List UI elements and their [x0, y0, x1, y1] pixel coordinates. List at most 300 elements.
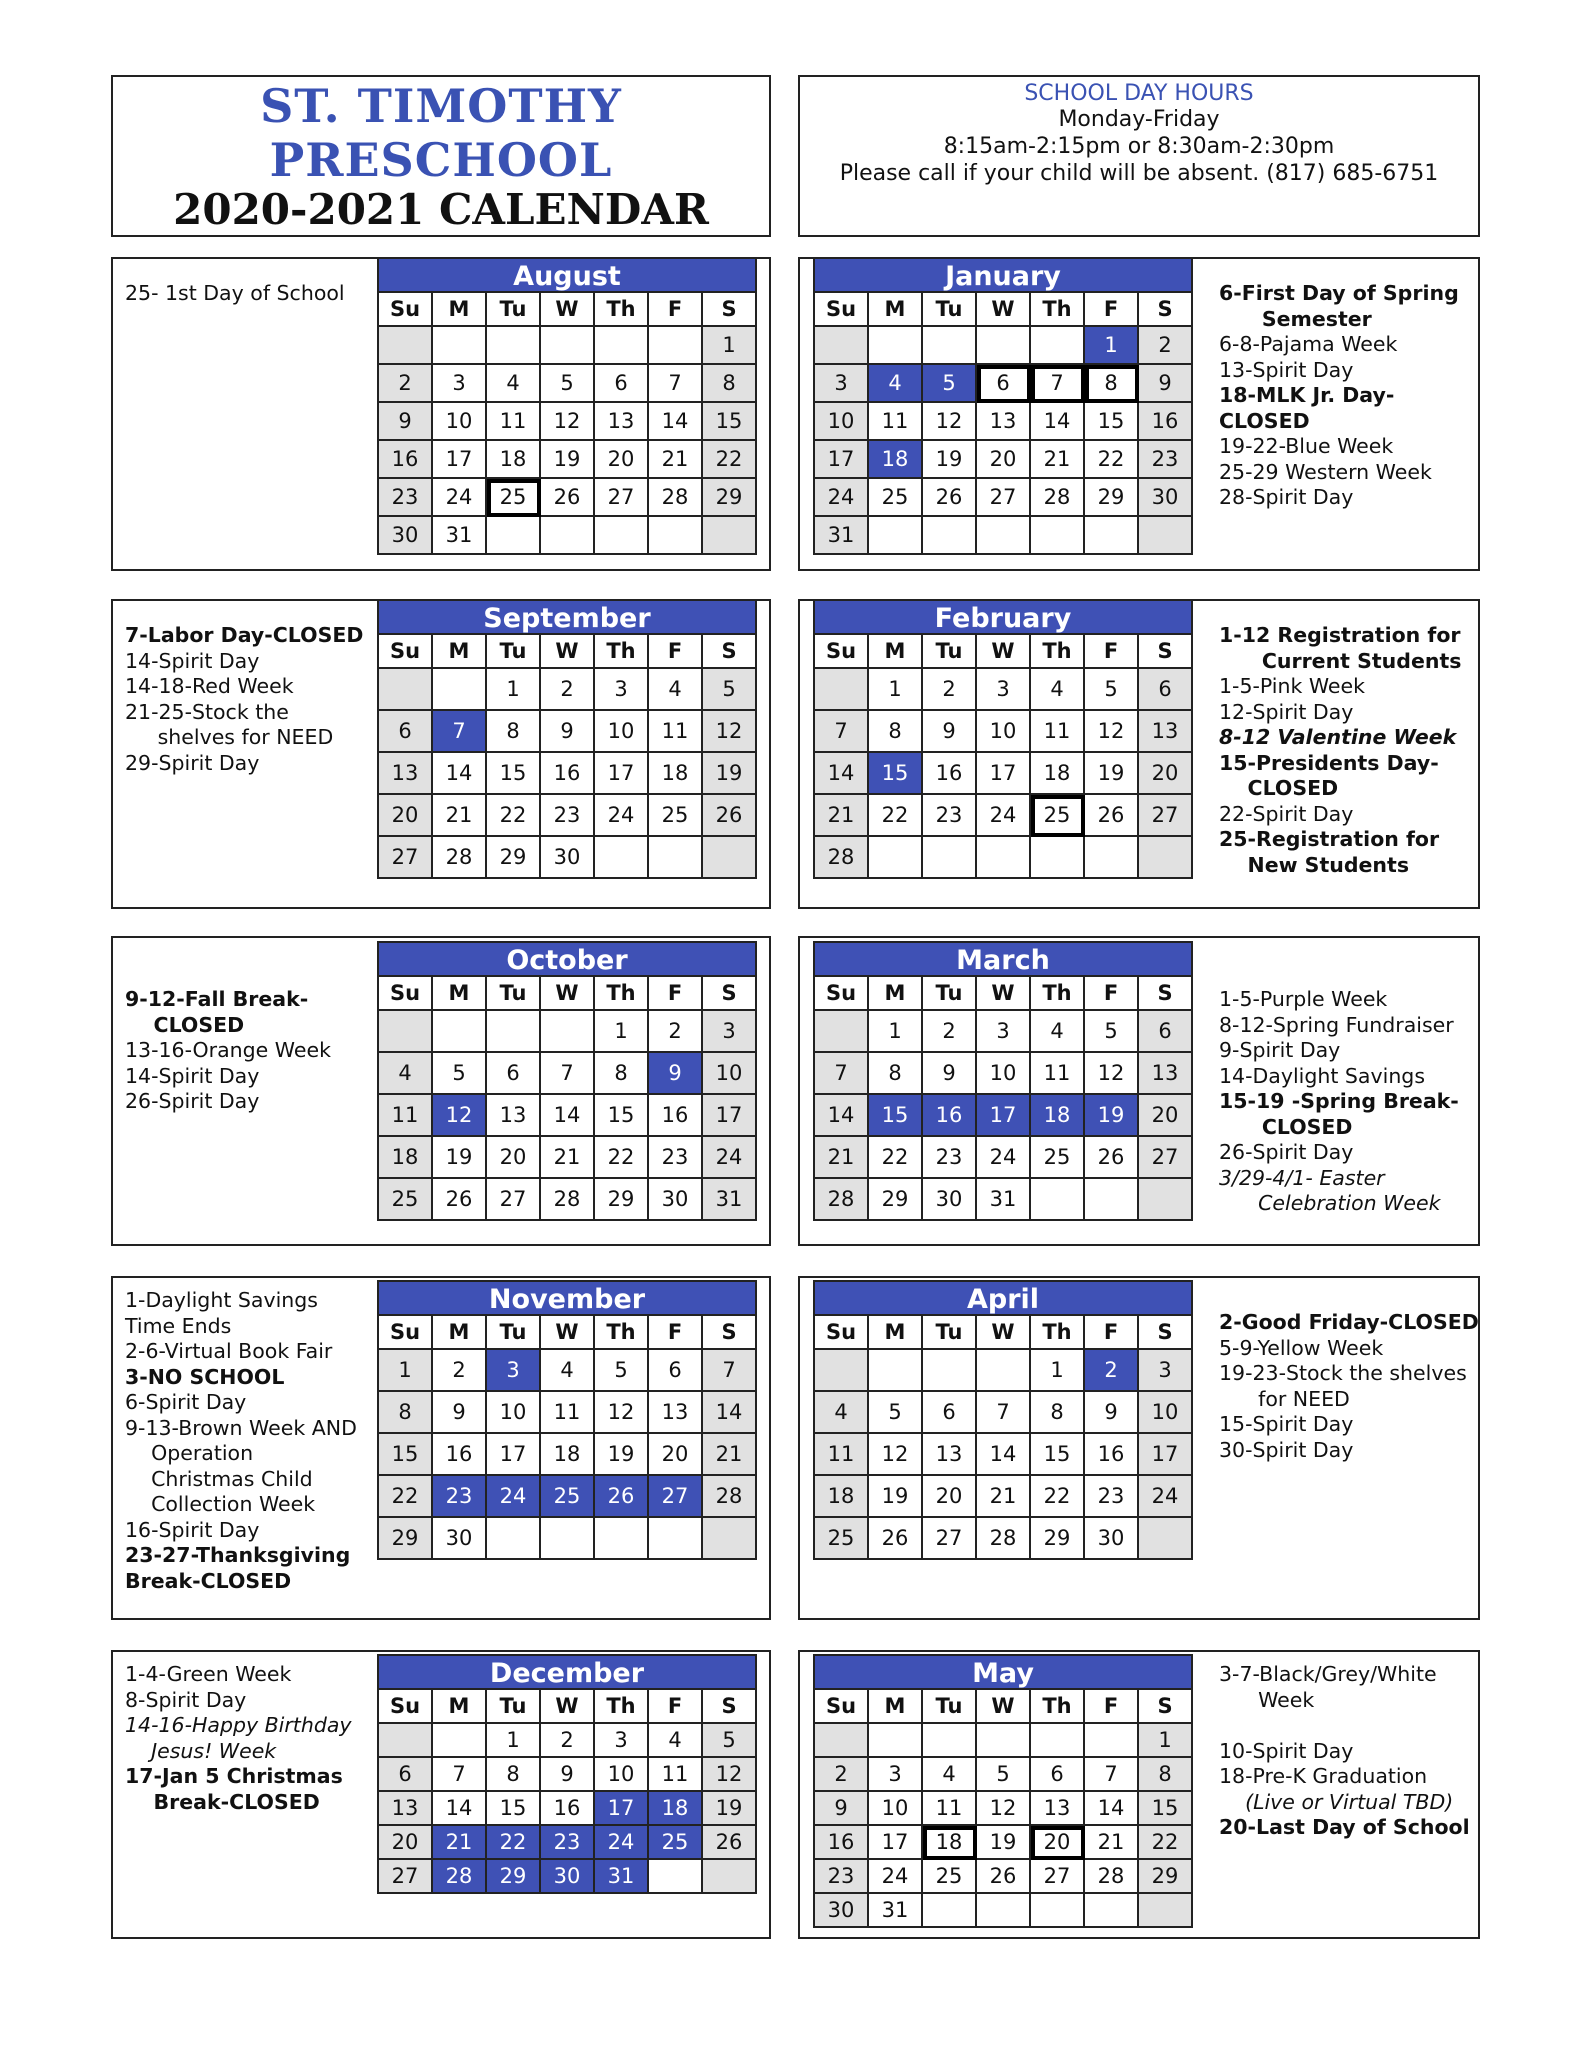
- week-row: [379, 1053, 757, 1095]
- day-cell: 20: [977, 441, 1031, 479]
- month-notes-may: [1219, 1662, 1469, 1841]
- note-line: (Live or Virtual TBD): [1219, 1789, 1454, 1814]
- day-cell: 27: [923, 1518, 977, 1560]
- day-cell: 11: [1031, 711, 1085, 753]
- day-cell: 11: [541, 1392, 595, 1434]
- empty-day-cell: [487, 1518, 541, 1560]
- note-line: 8-Spirit Day: [125, 1687, 247, 1712]
- week-row: [815, 1137, 1193, 1179]
- day-cell: 30: [815, 1894, 869, 1928]
- empty-day-cell: [379, 1011, 433, 1053]
- calendar-august: [377, 257, 757, 555]
- note-line: 15-19 -Spring Break-: [1219, 1089, 1459, 1113]
- day-cell: 5: [541, 365, 595, 403]
- day-cell: 11: [815, 1434, 869, 1476]
- day-cell: 25: [869, 479, 923, 517]
- weekday-label: W: [541, 635, 595, 669]
- day-cell: 21: [1031, 441, 1085, 479]
- day-cell: 2: [541, 1724, 595, 1758]
- day-cell: 3: [703, 1011, 757, 1053]
- month-name: January: [813, 257, 1193, 293]
- note-line: 6-8-Pajama Week: [1219, 332, 1398, 356]
- day-cell: 24: [595, 795, 649, 837]
- weekday-label: Su: [815, 1690, 869, 1724]
- day-cell: 3: [595, 669, 649, 711]
- day-cell: 17: [977, 753, 1031, 795]
- note-line: 15-Presidents Day-: [1219, 750, 1439, 775]
- day-cell: 15: [1085, 403, 1139, 441]
- day-cell: 19: [1085, 1095, 1139, 1137]
- day-cell: 25: [379, 1179, 433, 1221]
- note-line: Break-CLOSED: [125, 1568, 292, 1593]
- week-row: [815, 1826, 1193, 1860]
- note-line: 19-23-Stock the shelves: [1219, 1361, 1467, 1385]
- weekday-row: [815, 1316, 1193, 1350]
- weekday-label: M: [869, 293, 923, 327]
- note-line: [1219, 1713, 1469, 1739]
- title-box: [111, 75, 771, 237]
- day-cell: 23: [815, 1860, 869, 1894]
- note-line: Semester: [1219, 306, 1372, 331]
- day-cell: 21: [541, 1137, 595, 1179]
- note-line: CLOSED: [1219, 408, 1310, 433]
- month-notes-january: [1219, 281, 1469, 511]
- day-cell: 24: [595, 1826, 649, 1860]
- weekday-label: Su: [379, 1316, 433, 1350]
- day-cell: 29: [703, 479, 757, 517]
- day-cell: 16: [923, 1095, 977, 1137]
- day-cell: 8: [1085, 365, 1139, 403]
- day-cell: 30: [1139, 479, 1193, 517]
- empty-day-cell: [595, 327, 649, 365]
- day-cell: 10: [433, 403, 487, 441]
- week-row: [379, 1758, 757, 1792]
- weekday-label: Su: [815, 1316, 869, 1350]
- day-cell: 19: [703, 753, 757, 795]
- day-cell: 26: [923, 479, 977, 517]
- month-notes-september: [125, 623, 375, 776]
- day-cell: 29: [487, 1860, 541, 1894]
- week-row: [815, 1392, 1193, 1434]
- day-grid: [813, 977, 1193, 1221]
- note-line: CLOSED: [1219, 1114, 1353, 1139]
- empty-day-cell: [541, 327, 595, 365]
- day-cell: 25: [1031, 795, 1085, 837]
- note-line: 26-Spirit Day: [125, 1089, 260, 1113]
- day-cell: 10: [595, 1758, 649, 1792]
- day-grid: [377, 1690, 757, 1894]
- weekday-label: Tu: [487, 1690, 541, 1724]
- day-cell: 8: [869, 711, 923, 753]
- week-row: [379, 403, 757, 441]
- day-grid: [813, 635, 1193, 879]
- day-cell: 6: [923, 1392, 977, 1434]
- day-cell: 7: [1031, 365, 1085, 403]
- weekday-label: S: [1139, 293, 1193, 327]
- week-row: [379, 1826, 757, 1860]
- empty-day-cell: [595, 517, 649, 555]
- note-line: shelves for NEED: [125, 725, 334, 749]
- day-cell: 3: [869, 1758, 923, 1792]
- day-cell: 26: [1085, 795, 1139, 837]
- day-cell: 26: [703, 795, 757, 837]
- weekday-label: Tu: [923, 635, 977, 669]
- day-cell: 29: [1085, 479, 1139, 517]
- note-line: Collection Week: [125, 1492, 316, 1516]
- empty-day-cell: [649, 1860, 703, 1894]
- day-cell: 17: [815, 441, 869, 479]
- day-cell: 16: [541, 1792, 595, 1826]
- calendar-september: [377, 599, 757, 879]
- note-line: 18-Pre-K Graduation: [1219, 1764, 1428, 1788]
- day-cell: 9: [815, 1792, 869, 1826]
- day-cell: 8: [595, 1053, 649, 1095]
- day-cell: 14: [703, 1392, 757, 1434]
- weekday-label: M: [433, 977, 487, 1011]
- day-cell: 19: [869, 1476, 923, 1518]
- week-row: [815, 1011, 1193, 1053]
- empty-day-cell: [1139, 1179, 1193, 1221]
- weekday-label: M: [869, 1690, 923, 1724]
- day-cell: 22: [1085, 441, 1139, 479]
- empty-day-cell: [1085, 1724, 1139, 1758]
- note-line: 12-Spirit Day: [1219, 699, 1354, 724]
- day-cell: 7: [541, 1053, 595, 1095]
- day-cell: 5: [869, 1392, 923, 1434]
- hours-phone: Please call if your child will be absent. (817) 685-6751: [839, 161, 1439, 186]
- note-line: 25-29 Western Week: [1219, 459, 1432, 484]
- day-cell: 1: [487, 669, 541, 711]
- day-cell: 9: [923, 711, 977, 753]
- empty-day-cell: [869, 837, 923, 879]
- note-line: 26-Spirit Day: [1219, 1140, 1354, 1164]
- calendar-may: [813, 1654, 1193, 1928]
- empty-day-cell: [977, 837, 1031, 879]
- weekday-row: [379, 1316, 757, 1350]
- empty-day-cell: [923, 837, 977, 879]
- day-cell: 7: [977, 1392, 1031, 1434]
- empty-day-cell: [1031, 837, 1085, 879]
- note-line: Week: [1219, 1687, 1315, 1712]
- day-cell: 7: [815, 711, 869, 753]
- note-line: 7-Labor Day-CLOSED: [125, 623, 364, 647]
- day-cell: 8: [869, 1053, 923, 1095]
- day-cell: 30: [1085, 1518, 1139, 1560]
- hours-days: Monday-Friday: [1058, 107, 1220, 132]
- day-cell: 26: [595, 1476, 649, 1518]
- day-cell: 29: [379, 1518, 433, 1560]
- empty-day-cell: [815, 327, 869, 365]
- month-name: September: [377, 599, 757, 635]
- day-grid: [377, 635, 757, 879]
- week-row: [379, 517, 757, 555]
- day-cell: 27: [379, 837, 433, 879]
- day-cell: 15: [1031, 1434, 1085, 1476]
- day-cell: 31: [869, 1894, 923, 1928]
- day-cell: 29: [1031, 1518, 1085, 1560]
- day-cell: 20: [1139, 753, 1193, 795]
- day-cell: 4: [541, 1350, 595, 1392]
- day-cell: 25: [923, 1860, 977, 1894]
- weekday-label: M: [433, 1316, 487, 1350]
- day-cell: 2: [379, 365, 433, 403]
- day-cell: 9: [433, 1392, 487, 1434]
- weekday-row: [379, 635, 757, 669]
- day-cell: 30: [433, 1518, 487, 1560]
- day-cell: 9: [541, 1758, 595, 1792]
- week-row: [379, 669, 757, 711]
- weekday-label: F: [1085, 1690, 1139, 1724]
- week-row: [379, 711, 757, 753]
- note-line: 9-13-Brown Week AND: [125, 1415, 357, 1440]
- day-cell: 18: [869, 441, 923, 479]
- empty-day-cell: [1139, 517, 1193, 555]
- day-cell: 11: [649, 711, 703, 753]
- day-cell: 5: [595, 1350, 649, 1392]
- weekday-label: F: [649, 977, 703, 1011]
- note-line: 25- 1st Day of School: [125, 281, 345, 305]
- day-cell: 3: [977, 669, 1031, 711]
- hours-heading: SCHOOL DAY HOURS: [1024, 81, 1254, 106]
- day-cell: 16: [1085, 1434, 1139, 1476]
- weekday-label: Su: [815, 635, 869, 669]
- day-cell: 28: [433, 1860, 487, 1894]
- day-cell: 1: [869, 669, 923, 711]
- day-cell: 1: [869, 1011, 923, 1053]
- day-cell: 16: [923, 753, 977, 795]
- day-cell: 6: [1031, 1758, 1085, 1792]
- weekday-label: Th: [1031, 1316, 1085, 1350]
- empty-day-cell: [379, 327, 433, 365]
- day-grid: [813, 1316, 1193, 1560]
- day-cell: 14: [433, 753, 487, 795]
- empty-day-cell: [379, 1724, 433, 1758]
- day-cell: 16: [541, 753, 595, 795]
- day-cell: 13: [923, 1434, 977, 1476]
- day-cell: 15: [869, 1095, 923, 1137]
- empty-day-cell: [487, 327, 541, 365]
- weekday-label: S: [703, 293, 757, 327]
- day-cell: 19: [433, 1137, 487, 1179]
- day-cell: 7: [433, 711, 487, 753]
- day-cell: 11: [869, 403, 923, 441]
- month-name: February: [813, 599, 1193, 635]
- weekday-row: [815, 977, 1193, 1011]
- day-cell: 10: [1139, 1392, 1193, 1434]
- weekday-label: Su: [379, 293, 433, 327]
- note-line: for NEED: [1219, 1386, 1350, 1411]
- day-cell: 25: [487, 479, 541, 517]
- school-name-line1: ST. TIMOTHY: [260, 79, 622, 133]
- day-cell: 12: [1085, 1053, 1139, 1095]
- week-row: [815, 403, 1193, 441]
- empty-day-cell: [923, 1894, 977, 1928]
- week-row: [815, 441, 1193, 479]
- day-cell: 16: [433, 1434, 487, 1476]
- day-cell: 16: [379, 441, 433, 479]
- note-line: 3-NO SCHOOL: [125, 1364, 285, 1389]
- empty-day-cell: [703, 837, 757, 879]
- day-cell: 27: [649, 1476, 703, 1518]
- note-line: 14-Spirit Day: [125, 1063, 260, 1088]
- day-cell: 7: [815, 1053, 869, 1095]
- day-cell: 17: [977, 1095, 1031, 1137]
- day-cell: 16: [815, 1826, 869, 1860]
- calendar-december: [377, 1654, 757, 1894]
- day-cell: 21: [1085, 1826, 1139, 1860]
- note-line: 3-7-Black/Grey/White: [1219, 1662, 1437, 1686]
- note-line: 23-27-Thanksgiving: [125, 1543, 351, 1567]
- day-cell: 28: [649, 479, 703, 517]
- day-cell: 20: [487, 1137, 541, 1179]
- weekday-label: W: [541, 1690, 595, 1724]
- day-cell: 20: [379, 795, 433, 837]
- day-cell: 22: [1031, 1476, 1085, 1518]
- empty-day-cell: [703, 517, 757, 555]
- day-cell: 31: [433, 517, 487, 555]
- day-cell: 22: [487, 1826, 541, 1860]
- day-cell: 14: [433, 1792, 487, 1826]
- day-cell: 20: [1031, 1826, 1085, 1860]
- day-cell: 20: [923, 1476, 977, 1518]
- day-cell: 26: [977, 1860, 1031, 1894]
- empty-day-cell: [1139, 1518, 1193, 1560]
- day-cell: 24: [487, 1476, 541, 1518]
- week-row: [379, 1860, 757, 1894]
- weekday-label: Th: [1031, 977, 1085, 1011]
- day-cell: 3: [595, 1724, 649, 1758]
- weekday-label: S: [703, 635, 757, 669]
- day-cell: 1: [703, 327, 757, 365]
- note-line: 1-4-Green Week: [125, 1662, 292, 1686]
- empty-day-cell: [1031, 517, 1085, 555]
- day-cell: 18: [1031, 753, 1085, 795]
- weekday-label: F: [649, 293, 703, 327]
- day-cell: 9: [541, 711, 595, 753]
- note-line: 19-22-Blue Week: [1219, 434, 1394, 458]
- week-row: [379, 1792, 757, 1826]
- empty-day-cell: [433, 1724, 487, 1758]
- weekday-label: F: [649, 1690, 703, 1724]
- empty-day-cell: [1085, 517, 1139, 555]
- weekday-label: M: [433, 635, 487, 669]
- weekday-label: W: [977, 977, 1031, 1011]
- note-line: 18-MLK Jr. Day-: [1219, 383, 1395, 407]
- month-name: August: [377, 257, 757, 293]
- day-cell: 27: [595, 479, 649, 517]
- note-line: 14-18-Red Week: [125, 674, 294, 698]
- day-cell: 2: [541, 669, 595, 711]
- day-grid: [377, 977, 757, 1221]
- weekday-label: Tu: [923, 1690, 977, 1724]
- day-cell: 15: [869, 753, 923, 795]
- day-cell: 27: [977, 479, 1031, 517]
- week-row: [815, 1758, 1193, 1792]
- day-cell: 13: [1139, 711, 1193, 753]
- weekday-label: S: [1139, 1690, 1193, 1724]
- day-cell: 8: [1031, 1392, 1085, 1434]
- day-cell: 17: [487, 1434, 541, 1476]
- note-line: 6-Spirit Day: [125, 1390, 247, 1414]
- weekday-label: S: [1139, 977, 1193, 1011]
- weekday-label: Tu: [923, 293, 977, 327]
- note-line: 2-Good Friday-CLOSED: [1219, 1310, 1479, 1334]
- note-line: 14-16-Happy Birthday: [125, 1713, 352, 1737]
- day-cell: 23: [1139, 441, 1193, 479]
- note-line: 13-Spirit Day: [1219, 357, 1354, 382]
- note-line: 5-9-Yellow Week: [1219, 1335, 1384, 1360]
- note-line: 6-First Day of Spring: [1219, 281, 1459, 305]
- day-cell: 18: [649, 753, 703, 795]
- day-cell: 31: [595, 1860, 649, 1894]
- day-cell: 18: [379, 1137, 433, 1179]
- week-row: [815, 1792, 1193, 1826]
- empty-day-cell: [649, 1518, 703, 1560]
- weekday-row: [379, 977, 757, 1011]
- note-line: 20-Last Day of School: [1219, 1815, 1470, 1839]
- week-row: [379, 1137, 757, 1179]
- note-line: CLOSED: [1219, 776, 1339, 800]
- calendar-october: [377, 941, 757, 1221]
- month-notes-november: [125, 1288, 375, 1594]
- weekday-label: F: [649, 635, 703, 669]
- day-cell: 21: [977, 1476, 1031, 1518]
- day-cell: 10: [977, 1053, 1031, 1095]
- note-line: 28-Spirit Day: [1219, 485, 1354, 509]
- day-cell: 7: [649, 365, 703, 403]
- month-name: October: [377, 941, 757, 977]
- weekday-label: S: [703, 1316, 757, 1350]
- day-cell: 18: [487, 441, 541, 479]
- day-cell: 9: [1139, 365, 1193, 403]
- day-cell: 10: [487, 1392, 541, 1434]
- day-cell: 13: [379, 1792, 433, 1826]
- day-cell: 28: [977, 1518, 1031, 1560]
- day-cell: 1: [487, 1724, 541, 1758]
- empty-day-cell: [977, 1894, 1031, 1928]
- empty-day-cell: [541, 1518, 595, 1560]
- empty-day-cell: [649, 327, 703, 365]
- day-cell: 6: [1139, 1011, 1193, 1053]
- day-cell: 19: [703, 1792, 757, 1826]
- day-cell: 30: [379, 517, 433, 555]
- day-cell: 9: [923, 1053, 977, 1095]
- empty-day-cell: [1031, 1724, 1085, 1758]
- weekday-label: Th: [595, 1316, 649, 1350]
- day-cell: 15: [379, 1434, 433, 1476]
- month-name: April: [813, 1280, 1193, 1316]
- day-cell: 23: [379, 479, 433, 517]
- day-cell: 17: [1139, 1434, 1193, 1476]
- day-cell: 14: [649, 403, 703, 441]
- note-line: Jesus! Week: [125, 1738, 277, 1763]
- day-cell: 8: [379, 1392, 433, 1434]
- weekday-label: M: [433, 293, 487, 327]
- weekday-label: Th: [595, 635, 649, 669]
- day-cell: 18: [541, 1434, 595, 1476]
- weekday-label: Th: [595, 293, 649, 327]
- weekday-label: M: [433, 1690, 487, 1724]
- day-cell: 30: [649, 1179, 703, 1221]
- day-cell: 30: [541, 1860, 595, 1894]
- empty-day-cell: [433, 669, 487, 711]
- day-cell: 28: [433, 837, 487, 879]
- note-line: 14-Spirit Day: [125, 648, 260, 673]
- note-line: 21-25-Stock the: [125, 699, 289, 724]
- day-cell: 28: [815, 837, 869, 879]
- weekday-label: Tu: [923, 977, 977, 1011]
- day-cell: 15: [487, 753, 541, 795]
